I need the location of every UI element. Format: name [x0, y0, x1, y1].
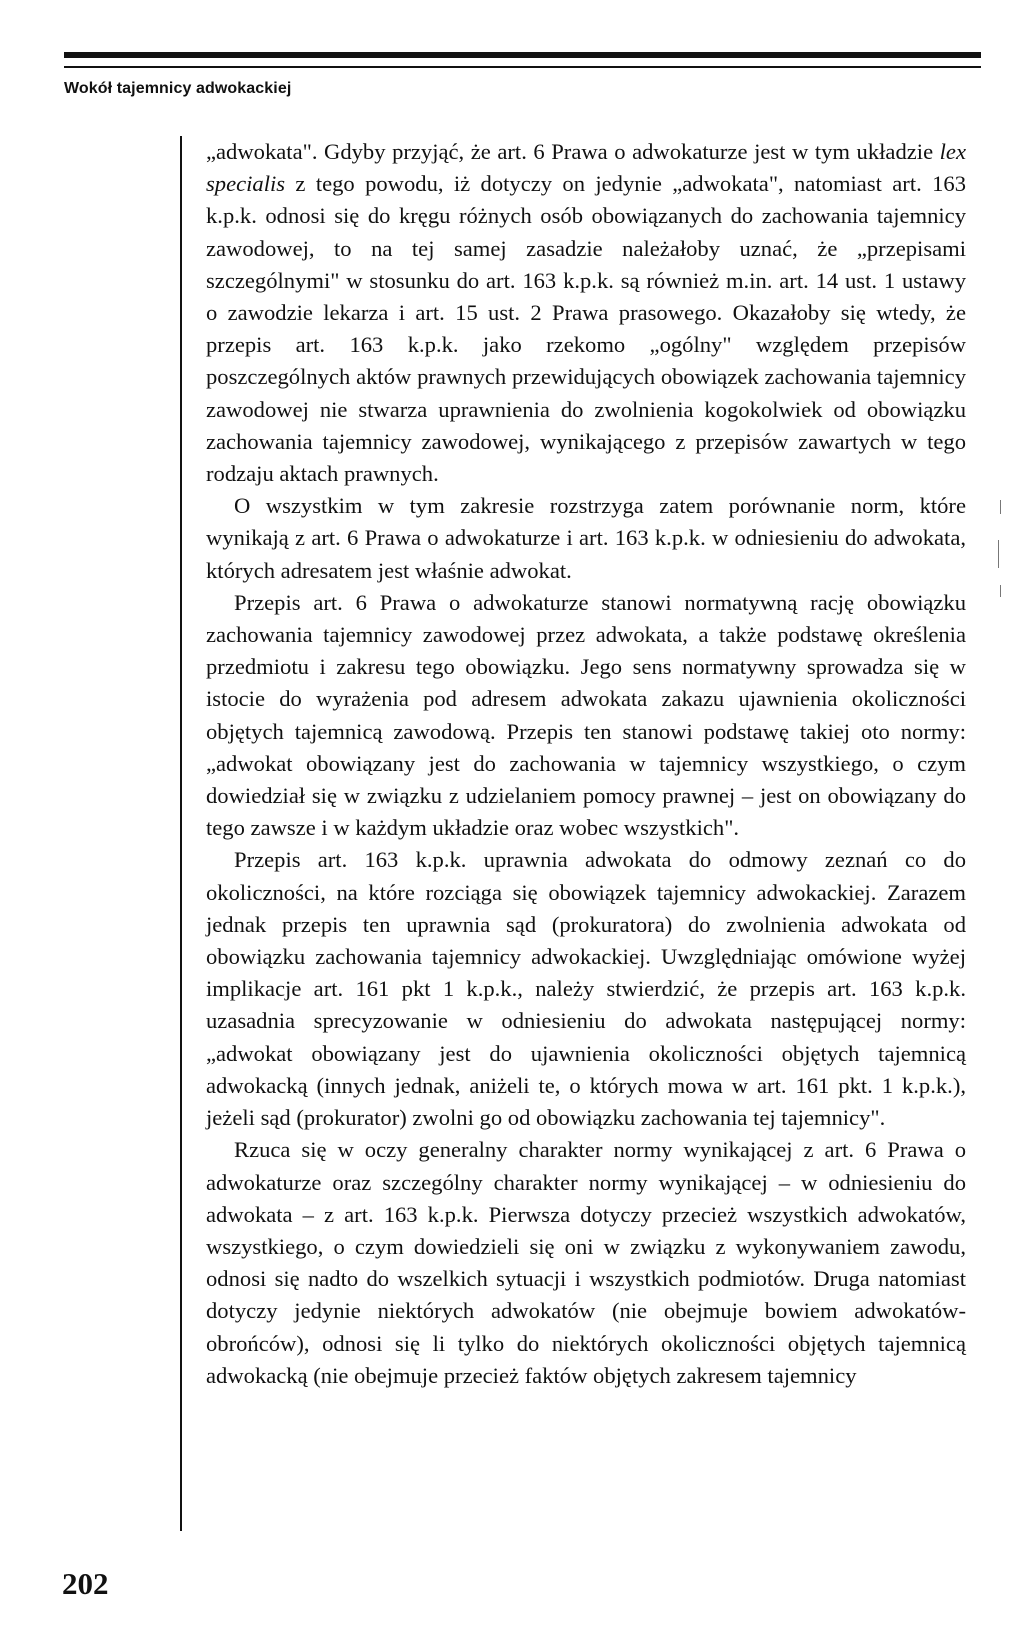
body-text [206, 136, 966, 1392]
paragraph-5: Rzuca się w oczy generalny charakter normy wynikającej z art. 6 Prawa o adwokaturze oraz szczególny charakter normy wynikającej – w odniesieniu do adwokata – z art. 163 k.p.k. Pierwsza dotyczy przecież wszystkich adwokatów, wszystkiego, o czym dowiedzieli się oni w związku z wykonywaniem zawodu, odnosi się nadto do wszelkich sytuacji i wszystkich podmiotów. Druga natomiast dotyczy jedynie niektórych adwokatów (nie obejmuje bowiem adwokatów-obrońców), odnosi się li tylko do niektórych okoliczności objętych tajemnicą adwokacką (nie obejmuje przecież faktów objętych zakresem tajemnicy [206, 1137, 966, 1388]
paragraph-4: Przepis art. 163 k.p.k. uprawnia adwokata do odmowy zeznań co do okoliczności, na które rozciąga się obowiązek tajemnicy adwokackiej. Zarazem jednak przepis ten uprawnia sąd (prokuratora) do zwolnienia adwokata od obowiązku zachowania tajemnicy adwokackiej. Uwzględniając omówione wyżej implikacje art. 161 pkt 1 k.p.k., należy stwierdzić, że przepis art. 163 k.p.k. uzasadnia sprecyzowanie w odniesieniu do adwokata następującej normy: „adwokat obowiązany jest do ujawnienia okoliczności objętych tajemnicą adwokacką (innych jednak, aniżeli te, o których mowa w art. 161 pkt. 1 k.p.k.), jeżeli sąd (prokurator) zwolni go od obowiązku zachowania tej tajemnicy". [206, 847, 966, 1131]
italic-term: lex specialis [206, 139, 966, 197]
header-rule-thick [64, 52, 981, 58]
page-number: 202 [62, 1566, 109, 1601]
paragraph-2: O wszystkim w tym zakresie rozstrzyga zatem porównanie norm, które wynikają z art. 6 Prawa o adwokaturze i art. 163 k.p.k. w odniesieniu do adwokata, których adresatem jest właśnie adwokat. [206, 493, 966, 583]
paragraph-3: Przepis art. 6 Prawa o adwokaturze stanowi normatywną rację obowiązku zachowania tajemnicy zawodowej przez adwokata, a także podstawę określenia przedmiotu i zakresu tego obowiązku. Jego sens normatywny sprowadza się w istocie do wyrażenia pod adresem adwokata zakazu ujawnienia okoliczności objętych tajemnicą zawodową. Przepis ten stanowi podstawę takiej oto normy: „adwokat obowiązany jest do zachowania w tajemnicy wszystkiego, o czym dowiedział się w związku z udzielaniem pomocy prawnej – jest on obowiązany do tego zawsze i w każdym układzie oraz wobec wszystkich". [206, 589, 966, 841]
running-head: Wokół tajemnicy adwokackiej [64, 80, 292, 97]
header-rule-thin [64, 66, 981, 68]
paragraph-1-text: „adwokata". Gdyby przyjąć, że art. 6 Prawa o adwokaturze jest w tym układzie lex specialis z tego powodu, iż dotyczy on jedynie „adwokata", natomiast art. 163 k.p.k. odnosi się do kręgu różnych osób obowiązanych do zachowania tajemnicy zawodowej, to na tej samej zasadzie należałoby uznać, że „przepisami szczególnymi" w stosunku do art. 163 k.p.k. są również m.in. art. 14 ust. 1 ustawy o zawodzie lekarza i art. 15 ust. 2 Prawa prasowego. Okazałoby się wtedy, że przepis art. 163 k.p.k. jako rzekomo „ogólny" względem przepisów poszczególnych aktów prawnych przewidujących obowiązek zachowania tajemnicy zawodowej nie stwarza uprawnienia do zwolnienia kogokolwiek od obowiązku zachowania tajemnicy zawodowej, wynikającego z przepisów zawartych w tego rodzaju aktach prawnych. [206, 139, 966, 487]
paragraph-1 [206, 136, 966, 490]
margin-bar [180, 136, 182, 1531]
